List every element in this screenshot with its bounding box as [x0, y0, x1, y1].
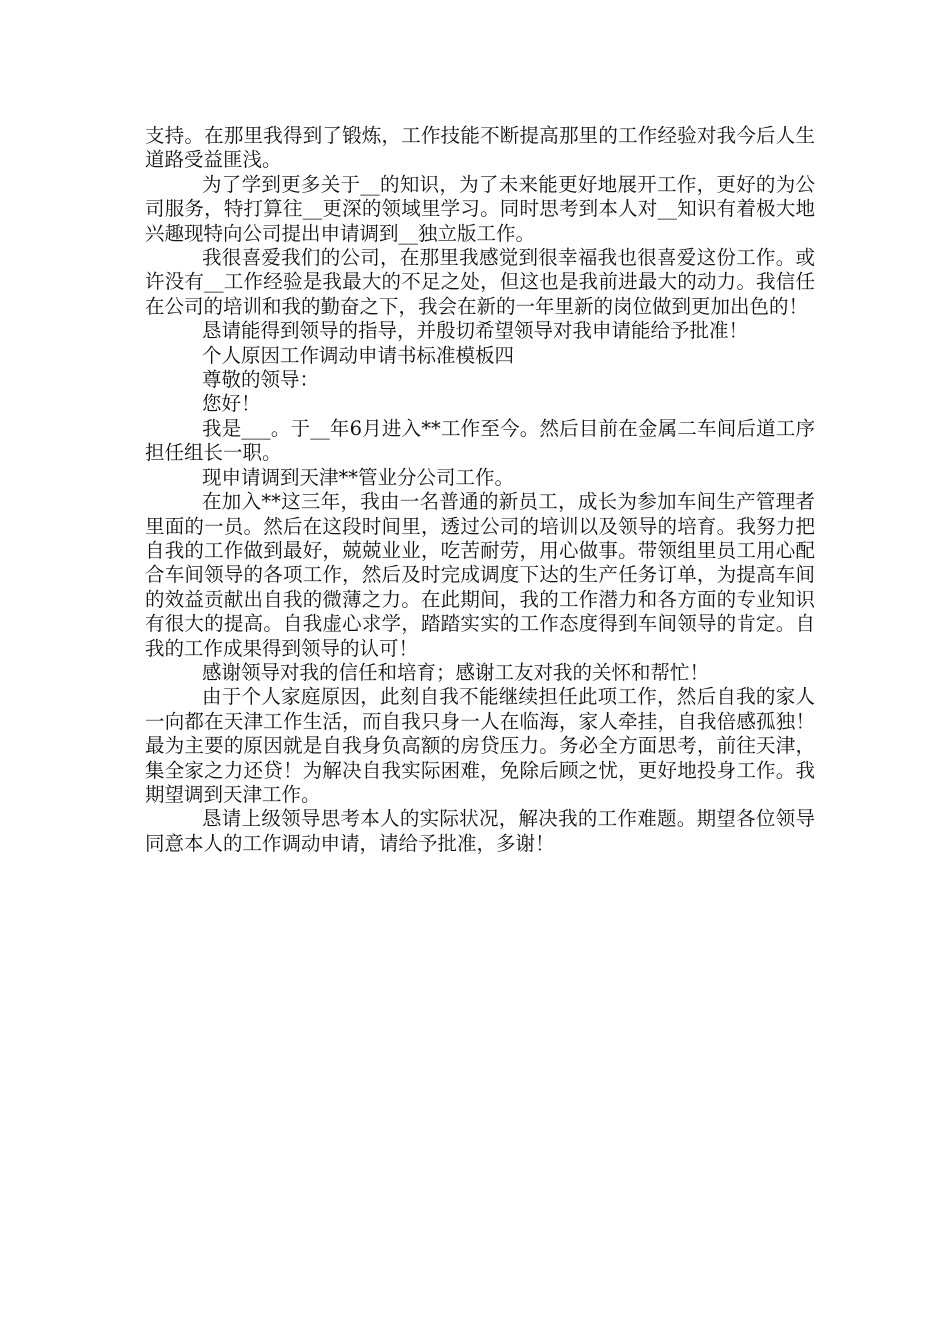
paragraph-1: 支持。在那里我得到了锻炼，工作技能不断提高那里的工作经验对我今后人生道路受益匪浅。 — [145, 124, 815, 172]
paragraph-4: 恳请能得到领导的指导，并殷切希望领导对我申请能给予批准！ — [202, 319, 749, 343]
paragraph-3: 我很喜爱我们的公司，在那里我感觉到很幸福我也很喜爱这份工作。或许没有__工作经验是我最大的不足之处，但这也是我前进最大的动力。我信任在公司的培训和我的勤奋之下，我会在新的一年里新的岗位做到更加出色的！ — [145, 246, 815, 318]
section-heading: 个人原因工作调动申请书标准模板四 — [202, 343, 515, 367]
document-body — [145, 124, 815, 856]
paragraph-10: 在加入**这三年，我由一名普通的新员工，成长为参加车间生产管理者里面的一员。然后在这段时间里，透过公司的培训以及领导的培育。我努力把自我的工作做到最好，兢兢业业，吃苦耐劳，用心做事。带领组里员工用心配合车间领导的各项工作，然后及时完成调度下达的生产任务订单，为提高车间的效益贡献出自我的微薄之力。在此期间，我的工作潜力和各方面的专业知识有很大的提高。自我虚心求学，踏踏实实的工作态度得到车间领导的肯定。自我的工作成果得到领导的认可！ — [145, 490, 815, 660]
salutation: 尊敬的领导： — [202, 368, 320, 392]
greeting: 您好！ — [202, 392, 261, 416]
paragraph-8: 我是___。于__年6月进入**工作至今。然后目前在金属二车间后道工序担任组长一职。 — [145, 416, 815, 465]
paragraph-2: 为了学到更多关于__的知识，为了未来能更好地展开工作，更好的为公司服务，特打算往__更深的领域里学习。同时思考到本人对__知识有着极大地兴趣现特向公司提出申请调到__独立版工作。 — [145, 172, 815, 245]
paragraph-12: 由于个人家庭原因，此刻自我不能继续担任此项工作，然后自我的家人一向都在天津工作生活，而自我只身一人在临海，家人牵挂，自我倍感孤独！最为主要的原因就是自我身负高额的房贷压力。务必全方面思考，前往天津，集全家之力还贷！为解决自我实际困难，免除后顾之忧，更好地投身工作。我期望调到天津工作。 — [145, 685, 815, 806]
paragraph-9: 现申请调到天津**管业分公司工作。 — [202, 465, 515, 489]
paragraph-11: 感谢领导对我的信任和培育；感谢工友对我的关怀和帮忙！ — [202, 660, 710, 684]
closing-paragraph: 恳请上级领导思考本人的实际状况，解决我的工作难题。期望各位领导同意本人的工作调动申请，请给予批准，多谢！ — [145, 807, 815, 855]
